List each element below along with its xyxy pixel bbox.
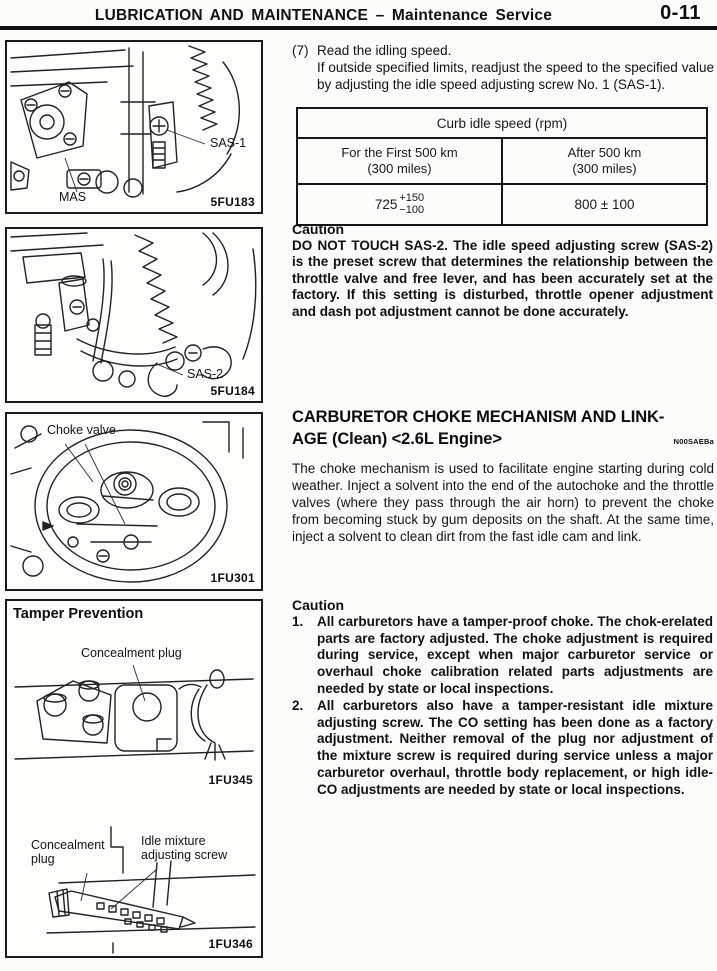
caution-item-2-text: All carburetors also have a tamper-resistant idle mixture adjusting screw. The CO setting has been done as a factory adjustment. Neither removal of the plug nor adjustment of the mixture screw is required during service unless a major carburetor overhaul, throttle body replacement, or high idle-CO adjustments are needed by state or local inspections. [317, 697, 713, 797]
fig4-code-bottom: 1FU346 [208, 937, 253, 951]
table-col-first-500km [297, 138, 502, 184]
section-title-line2: AGE (Clean) <2.6L Engine> [292, 430, 502, 448]
tolerance-plus: +150 [399, 192, 425, 204]
section-body: The choke mechanism is used to facilitate engine starting during cold weather. Inject a solvent into the end of the autochoke and the throttle valves (where they pass through the air horn) to prevent the choke from becoming stuck by gum deposits on the shaft. At the same time, inject a solvent to clean dirt from the fast idle cam and link. [292, 461, 714, 544]
curb-idle-speed-table [296, 107, 708, 226]
fig4-label-idle-mixture-screw: Idle mixture adjusting screw [141, 834, 228, 862]
section-title-line1: CARBURETOR CHOKE MECHANISM AND LINK- [292, 408, 665, 426]
table-value-after-500km: 800 ± 100 [502, 184, 707, 225]
section-carburetor-choke [292, 406, 714, 545]
page-number: 0-11 [660, 2, 701, 24]
step-7 [292, 42, 714, 93]
figure-choke-valve [5, 412, 263, 591]
fig4-code-top: 1FU345 [208, 773, 253, 787]
fig2-code: 5FU184 [210, 384, 255, 398]
caution-sas2 [292, 221, 713, 321]
caution2-heading: Caution [292, 597, 345, 613]
fig1-code: 5FU183 [210, 195, 255, 209]
caution-body: DO NOT TOUCH SAS-2. The idle speed adjusting screw (SAS-2) is the preset screw that determines the relationship between the throttle valve and free lever, and has been accurately set at the factory. If this setting is disturbed, throttle opener adjustment and dash pot adjustment cannot be done accurately. [292, 237, 713, 319]
caution-item-2 [292, 698, 713, 799]
caution-heading: Caution [292, 221, 345, 237]
fig4-label-concealment-plug-bottom: Concealment plug [31, 838, 105, 866]
section-code: N00SAEBa [673, 437, 714, 446]
fig1-label-mas: MAS [59, 190, 87, 204]
caution-item-1 [292, 614, 713, 698]
step-7-body: If outside specified limits, readjust the speed to the specified value by adjusting the idle speed adjusting screw No. 1 (SAS-1). [317, 60, 714, 92]
caution-tamper [292, 597, 713, 799]
fig3-label-choke-valve: Choke valve [47, 423, 116, 437]
table-col-after-500km [502, 138, 707, 184]
carburetor-side-drawing [7, 42, 261, 212]
header-divider [0, 26, 717, 30]
tolerance-minus: −100 [399, 203, 425, 216]
figure-tamper-prevention [5, 599, 263, 958]
choke-valve-drawing [7, 414, 261, 589]
figure-carburetor-sas2 [5, 227, 263, 403]
figure-carburetor-sas1 [5, 40, 263, 214]
tolerance-base: 725 [374, 197, 398, 212]
col2-line1: After 500 km [567, 145, 642, 160]
table-value-first-500km [297, 184, 502, 225]
fig4-label-concealment-plug-top: Concealment plug [81, 646, 182, 660]
col1-line2: (300 miles) [367, 161, 432, 176]
col1-line1: For the First 500 km [341, 145, 458, 160]
table-title: Curb idle speed (rpm) [297, 108, 707, 138]
fig2-label-sas2: SAS-2 [187, 367, 224, 381]
caution-item-1-text: All carburetors have a tamper-proof choke. The chok-erelated parts are factory adjusted. The choke adjustment is required during service, except when major carburetor service or overhaul choke calibration related parts adjustments are needed by state or local inspections. [317, 613, 713, 696]
fig3-code: 1FU301 [210, 571, 255, 585]
fig1-label-sas1: SAS-1 [210, 136, 247, 150]
fig4-title: Tamper Prevention [13, 606, 144, 622]
page-title: LUBRICATION AND MAINTENANCE – Maintenance Service [94, 7, 553, 24]
caution-item-1-number: 1. [292, 613, 304, 629]
step-7-line1: Read the idling speed. [317, 43, 452, 58]
caution-item-2-number: 2. [292, 697, 304, 713]
step-7-number: (7) [292, 43, 309, 58]
col2-line2: (300 miles) [572, 161, 637, 176]
